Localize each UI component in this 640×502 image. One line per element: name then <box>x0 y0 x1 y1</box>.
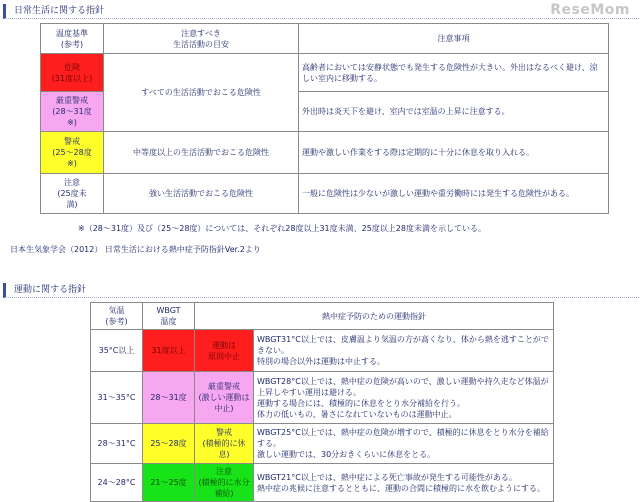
row-temp: 24～28°C <box>91 464 143 502</box>
resemom-logo: ReseMom <box>550 2 630 18</box>
exercise-guideline-table <box>90 302 554 502</box>
daily-guideline-table <box>40 23 609 214</box>
header-caution: 注意事項 <box>299 24 609 54</box>
activity-moderate: 中等度以上の生活活動でおこる危険性 <box>104 132 299 174</box>
row-level: 注意 (積極的に水分 補給) <box>195 464 254 502</box>
note-severe: 外出時は炎天下を避け、室内では室温の上昇に注意する。 <box>299 92 609 132</box>
row-temp: 31～35°C <box>91 372 143 424</box>
row-wbgt: 21～25度 <box>143 464 195 502</box>
source-citation: 日本生気象学会（2012） 日常生活における熱中症予防指針Ver.2より <box>10 245 261 254</box>
row-level: 厳重警戒 (激しい運動は 中止) <box>195 372 254 424</box>
row-text: WBGT28°C以上では、熱中症の危険が高いので、激しい運動や持久走など体温が上昇しやすい運用は避ける。 運動する場合には、積極的に休息をとり水分補給を行う。 体力の低いもの、暑さになれていないものは運動中止。 <box>254 372 554 424</box>
note-warning: 運動や激しい作業をする際は定期的に十分に休息を取り入れる。 <box>299 132 609 174</box>
header-wbgt: WBGT 温度 <box>143 303 195 330</box>
level-caution: 注意 (25度未 満) <box>41 174 104 214</box>
level-warning: 警戒 (25～28度 ※) <box>41 132 104 174</box>
row-wbgt: 31度以上 <box>143 330 195 372</box>
activity-all: すべての生活活動でおこる危険性 <box>104 54 299 132</box>
footnote: ※（28～31度）及び（25～28度）については、それぞれ28度以上31度未満、25度以上28度未満を示している。 <box>78 224 486 233</box>
note-caution: 一般に危険性は少ないが激しい運動や重労働時には発生する危険性がある。 <box>299 174 609 214</box>
section-heading-exercise: 運動に関する指針 <box>3 283 639 298</box>
row-text: WBGT25°C以上では、熱中症の危険が増すので、積極的に休息をとり水分を補給する。 激しい運動では、30分おきくらいに休息をとる。 <box>254 424 554 464</box>
header-activity: 注意すべき 生活活動の目安 <box>104 24 299 54</box>
row-level: 運動は 原則中止 <box>195 330 254 372</box>
header-exercise-guideline: 熱中症予防のための運動指針 <box>195 303 554 330</box>
header-air-temp: 気温 (参考) <box>91 303 143 330</box>
row-text: WBGT21°C以上では、熱中症による死亡事故が発生する可能性がある。 熱中症の兆候に注意するとともに、運動の合間に積極的に水を飲むようにする。 <box>254 464 554 502</box>
activity-strong: 強い生活活動でおこる危険性 <box>104 174 299 214</box>
row-text: WBGT31°C以上では、皮膚温より気温の方が高くなり、体から熱を逃すことができない。 特別の場合以外は運動は中止する。 <box>254 330 554 372</box>
row-temp: 35°C以上 <box>91 330 143 372</box>
row-wbgt: 28～31度 <box>143 372 195 424</box>
section-heading-daily: 日常生活に関する指針 <box>3 4 639 19</box>
note-danger: 高齢者においては安静状態でも発生する危険性が大きい。外出はなるべく避け、涼しい室内に移動する。 <box>299 54 609 92</box>
row-wbgt: 25～28度 <box>143 424 195 464</box>
level-severe: 厳重警戒 (28～31度 ※) <box>41 92 104 132</box>
header-temp-standard: 温度基準 (参考) <box>41 24 104 54</box>
row-temp: 28～31°C <box>91 424 143 464</box>
level-danger: 危険 (31度以上) <box>41 54 104 92</box>
row-level: 警戒 (積極的に休 息) <box>195 424 254 464</box>
